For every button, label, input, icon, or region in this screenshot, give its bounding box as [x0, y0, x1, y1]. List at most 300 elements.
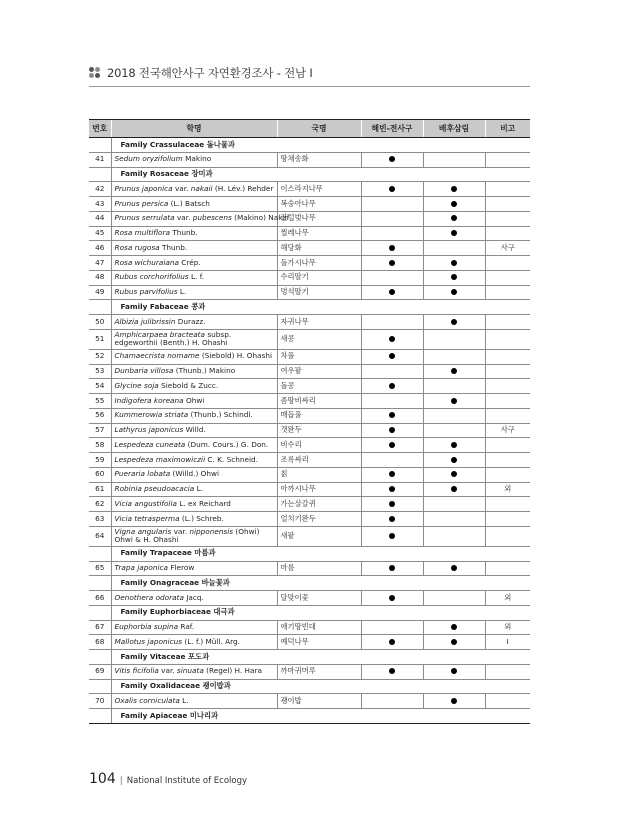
name-italic-part: Rubus parvifolius [114, 287, 178, 297]
presence-dot-icon [451, 698, 457, 704]
korean-name: 땅채송화 [277, 152, 361, 167]
back-forest-cell [423, 152, 485, 167]
presence-dot-icon [389, 668, 395, 674]
remarks-cell [485, 256, 530, 271]
korean-name: 자귀나무 [277, 315, 361, 330]
korean-name: 돌가시나무 [277, 256, 361, 271]
korean-name: 여우팥 [277, 364, 361, 379]
name-italic-part: Vitis ficifolia [114, 666, 159, 676]
name-plain-part: (H. Lév.) Rehder [212, 183, 274, 193]
beach-dune-cell [361, 182, 423, 197]
presence-dot-icon [451, 457, 457, 463]
name-plain-part: Willd. [183, 425, 206, 435]
table-row [89, 285, 530, 300]
name-plain-part: L. [177, 287, 187, 297]
scientific-name [111, 694, 277, 709]
korean-name: 괭이밥 [277, 694, 361, 709]
presence-dot-icon [451, 442, 457, 448]
family-row [89, 138, 530, 153]
row-number: 57 [89, 423, 111, 438]
family-name: Family Trapaceae 마름과 [111, 546, 530, 561]
scientific-name [111, 482, 277, 497]
row-number: 56 [89, 408, 111, 423]
family-row [89, 300, 530, 315]
back-forest-cell [423, 453, 485, 468]
name-plain-part: Flerow [168, 563, 195, 573]
family-name: Family Apiaceae 미나리과 [111, 709, 530, 724]
scientific-name [111, 438, 277, 453]
name-plain-part: (Makino) Nakai [231, 213, 289, 223]
scientific-name [111, 512, 277, 527]
scientific-name [111, 197, 277, 212]
row-number: 48 [89, 270, 111, 285]
col-header-number: 번호 [89, 120, 111, 138]
col-header-remarks: 비고 [485, 120, 530, 138]
name-italic-part: Lathyrus japonicus [114, 425, 184, 435]
presence-dot-icon [389, 186, 395, 192]
back-forest-cell [423, 197, 485, 212]
name-italic-part: Pueraria lobata [114, 469, 171, 479]
back-forest-cell [423, 226, 485, 241]
presence-dot-icon [389, 501, 395, 507]
korean-name: 멍석딸기 [277, 285, 361, 300]
remarks-cell [485, 467, 530, 482]
presence-dot-icon [451, 668, 457, 674]
remarks-cell [485, 270, 530, 285]
back-forest-cell [423, 497, 485, 512]
scientific-name [111, 526, 277, 546]
table-row [89, 664, 530, 679]
presence-dot-icon [451, 186, 457, 192]
name-italic-part: Mallotus japonicus [114, 636, 183, 646]
presence-dot-icon [389, 412, 395, 418]
header-title: 2018 전국해안사구 자연환경조사 - 전남 I [107, 66, 313, 80]
presence-dot-icon [389, 442, 395, 448]
name-italic-part: Euphorbia supina [114, 622, 179, 632]
table-row [89, 152, 530, 167]
row-number [89, 138, 111, 153]
korean-name: 아까시나무 [277, 482, 361, 497]
korean-name: 비수리 [277, 438, 361, 453]
presence-dot-icon [389, 639, 395, 645]
name-plain-part: L. f. [188, 272, 205, 282]
back-forest-cell [423, 349, 485, 364]
presence-dot-icon [389, 383, 395, 389]
korean-name: 조록싸리 [277, 453, 361, 468]
name-plain-part: var. [172, 183, 191, 193]
remarks-cell [485, 512, 530, 527]
family-name: Family Fabaceae 콩과 [111, 300, 530, 315]
table-row [89, 438, 530, 453]
beach-dune-cell [361, 635, 423, 650]
name-plain-part: (Willd.) Ohwi [170, 469, 220, 479]
scientific-name [111, 211, 289, 226]
presence-dot-icon [389, 156, 395, 162]
beach-dune-cell [361, 482, 423, 497]
table-row [89, 394, 530, 409]
family-row [89, 709, 530, 724]
table-row [89, 364, 530, 379]
korean-name: 돌콩 [277, 379, 361, 394]
beach-dune-cell [361, 694, 423, 709]
back-forest-cell [423, 512, 485, 527]
name-italic-part: Vigna angularis [114, 526, 172, 536]
back-forest-cell [423, 467, 485, 482]
name-italic-part: Oenothera odorata [114, 592, 184, 602]
name-plain-part: Crép. [178, 257, 201, 267]
row-number: 41 [89, 152, 111, 167]
table-row [89, 315, 530, 330]
back-forest-cell [423, 270, 485, 285]
remarks-cell [485, 394, 530, 409]
scientific-name [111, 285, 277, 300]
footer-separator: | [119, 776, 123, 786]
beach-dune-cell [361, 152, 423, 167]
table-row [89, 453, 530, 468]
korean-name: 얼치기완두 [277, 512, 361, 527]
row-number: 63 [89, 512, 111, 527]
presence-dot-icon [389, 471, 395, 477]
table-row [89, 497, 530, 512]
row-number: 52 [89, 349, 111, 364]
presence-dot-icon [389, 533, 395, 539]
remarks-cell [485, 315, 530, 330]
back-forest-cell [423, 211, 485, 226]
table-header-row [89, 120, 530, 138]
name-plain-part: Jacq. [183, 592, 204, 602]
presence-dot-icon [389, 486, 395, 492]
korean-name: 애기땅빈대 [277, 620, 361, 635]
back-forest-cell [423, 256, 485, 271]
scientific-name [111, 152, 277, 167]
name-plain-part: C. K. Schneid. [205, 454, 258, 464]
back-forest-cell [423, 182, 485, 197]
remarks-cell [485, 349, 530, 364]
name-plain-part: Raf. [178, 622, 195, 632]
remarks-cell [485, 526, 530, 546]
name-italic-part: Trapa japonica [114, 563, 169, 573]
remarks-cell [485, 182, 530, 197]
name-plain-part: (L.) Schreb. [179, 513, 224, 523]
row-number: 64 [89, 526, 111, 546]
row-number: 42 [89, 182, 111, 197]
back-forest-cell [423, 423, 485, 438]
beach-dune-cell [361, 270, 423, 285]
header-rule [89, 86, 530, 87]
name-italic-part: Prunus japonica [114, 183, 173, 193]
family-name: Family Oxalidaceae 괭이밥과 [111, 679, 530, 694]
table-row [89, 211, 530, 226]
name-plain-part: (L. f.) Müll. Arg. [182, 636, 240, 646]
species-table [89, 119, 530, 724]
scientific-name [111, 620, 277, 635]
scientific-name [111, 182, 277, 197]
row-number: 65 [89, 561, 111, 576]
row-number [89, 605, 111, 620]
presence-dot-icon [451, 260, 457, 266]
back-forest-cell [423, 561, 485, 576]
name-plain-part: (Siebold) H. Ohashi [199, 351, 273, 361]
remarks-cell [485, 364, 530, 379]
scientific-name [111, 394, 277, 409]
family-row [89, 576, 530, 591]
name-plain-part: (Regel) H. Hara [203, 666, 262, 676]
row-number: 47 [89, 256, 111, 271]
back-forest-cell [423, 315, 485, 330]
name-plain-part: Thunb. [169, 228, 198, 238]
korean-name: 수리딸기 [277, 270, 361, 285]
beach-dune-cell [361, 256, 423, 271]
remarks-cell [485, 379, 530, 394]
presence-dot-icon [451, 486, 457, 492]
back-forest-cell [423, 482, 485, 497]
back-forest-cell [423, 664, 485, 679]
remarks-cell [485, 453, 530, 468]
name-italic-part: Glycine soja [114, 380, 159, 390]
scientific-name [111, 349, 277, 364]
beach-dune-cell [361, 664, 423, 679]
presence-dot-icon [451, 471, 457, 477]
scientific-name [111, 329, 277, 349]
scientific-name [111, 497, 277, 512]
family-row [89, 679, 530, 694]
row-number: 62 [89, 497, 111, 512]
beach-dune-cell [361, 497, 423, 512]
table-row [89, 512, 530, 527]
presence-dot-icon [389, 289, 395, 295]
back-forest-cell [423, 438, 485, 453]
presence-dot-icon [451, 319, 457, 325]
scientific-name [111, 635, 277, 650]
page-number: 104 [89, 771, 116, 787]
name-italic-part: Kummerowia striata [114, 410, 189, 420]
back-forest-cell [423, 526, 485, 546]
family-name: Family Vitaceae 포도과 [111, 650, 530, 665]
beach-dune-cell [361, 467, 423, 482]
name-plain-part: (Dum. Cours.) G. Don. [185, 439, 269, 449]
back-forest-cell [423, 408, 485, 423]
col-header-scientific-name: 학명 [111, 120, 277, 138]
row-number: 53 [89, 364, 111, 379]
back-forest-cell [423, 241, 485, 256]
presence-dot-icon [389, 595, 395, 601]
name-plain-part: var. [158, 666, 177, 676]
name-plain-part: L. ex Reichard [176, 498, 231, 508]
family-name: Family Onagraceae 바늘꽃과 [111, 576, 530, 591]
presence-dot-icon [389, 516, 395, 522]
korean-name: 새콩 [277, 329, 361, 349]
korean-name: 달맞이꽃 [277, 591, 361, 606]
row-number: 60 [89, 467, 111, 482]
name-plain-part: Siebold & Zucc. [158, 380, 219, 390]
beach-dune-cell [361, 526, 423, 546]
presence-dot-icon [389, 245, 395, 251]
remarks-cell: 사구 [485, 423, 530, 438]
beach-dune-cell [361, 349, 423, 364]
table-row [89, 467, 530, 482]
scientific-name [111, 423, 277, 438]
remarks-cell [485, 694, 530, 709]
table-row [89, 482, 530, 497]
korean-name: 차풀 [277, 349, 361, 364]
remarks-cell [485, 285, 530, 300]
table-row [89, 408, 530, 423]
row-number [89, 546, 111, 561]
presence-dot-icon [389, 260, 395, 266]
scientific-name [111, 561, 277, 576]
table-row [89, 620, 530, 635]
presence-dot-icon [451, 368, 457, 374]
table-row [89, 329, 530, 349]
table-row [89, 694, 530, 709]
page-footer [89, 771, 247, 787]
name-plain-part: (L.) Batsch [168, 198, 210, 208]
name-italic-part: Amphicarpaea bracteata [114, 329, 206, 339]
presence-dot-icon [451, 201, 457, 207]
presence-dot-icon [451, 624, 457, 630]
row-number: 45 [89, 226, 111, 241]
running-header [89, 64, 313, 82]
name-italic-part: nakaii [190, 183, 213, 193]
beach-dune-cell [361, 241, 423, 256]
row-number: 44 [89, 211, 111, 226]
row-number [89, 300, 111, 315]
name-italic-part: sinuata [176, 666, 204, 676]
beach-dune-cell [361, 561, 423, 576]
name-italic-part: Chamaecrista nomame [114, 351, 200, 361]
presence-dot-icon [389, 353, 395, 359]
beach-dune-cell [361, 438, 423, 453]
row-number [89, 576, 111, 591]
species-table-body [89, 138, 530, 724]
remarks-cell: 사구 [485, 241, 530, 256]
table-row [89, 526, 530, 546]
korean-name: 찔레나무 [277, 226, 361, 241]
col-header-back-forest: 배후삼림 [423, 120, 485, 138]
name-italic-part: Lespedeza cuneata [114, 439, 186, 449]
back-forest-cell [423, 620, 485, 635]
row-number: 59 [89, 453, 111, 468]
korean-name: 복숭아나무 [277, 197, 361, 212]
remarks-cell [485, 408, 530, 423]
korean-name: 예덕나무 [277, 635, 361, 650]
beach-dune-cell [361, 620, 423, 635]
table-row [89, 379, 530, 394]
beach-dune-cell [361, 379, 423, 394]
row-number: 67 [89, 620, 111, 635]
row-number: 66 [89, 591, 111, 606]
presence-dot-icon [451, 398, 457, 404]
korean-name: 칡 [277, 467, 361, 482]
beach-dune-cell [361, 408, 423, 423]
remarks-cell [485, 497, 530, 512]
row-number [89, 650, 111, 665]
table-row [89, 349, 530, 364]
presence-dot-icon [389, 427, 395, 433]
remarks-cell [485, 438, 530, 453]
korean-name: 좀땅비싸리 [277, 394, 361, 409]
back-forest-cell [423, 394, 485, 409]
family-row [89, 167, 530, 182]
back-forest-cell [423, 364, 485, 379]
back-forest-cell [423, 591, 485, 606]
name-italic-part: Sedum oryzifolium [114, 154, 183, 164]
family-row [89, 546, 530, 561]
row-number [89, 167, 111, 182]
name-plain-part: var. [174, 213, 193, 223]
row-number: 61 [89, 482, 111, 497]
remarks-cell [485, 226, 530, 241]
scientific-name [111, 379, 277, 394]
row-number: 68 [89, 635, 111, 650]
back-forest-cell [423, 285, 485, 300]
family-row [89, 605, 530, 620]
presence-dot-icon [451, 289, 457, 295]
name-plain-part: Ohwi [183, 395, 205, 405]
presence-dot-icon [451, 274, 457, 280]
korean-name: 새팥 [277, 526, 361, 546]
name-italic-part: Prunus persica [114, 198, 169, 208]
remarks-cell [485, 197, 530, 212]
back-forest-cell [423, 694, 485, 709]
row-number: 55 [89, 394, 111, 409]
beach-dune-cell [361, 512, 423, 527]
beach-dune-cell [361, 315, 423, 330]
name-plain-part: L. [194, 484, 203, 494]
presence-dot-icon [451, 215, 457, 221]
name-italic-part: Rosa multiflora [114, 228, 170, 238]
presence-dot-icon [451, 639, 457, 645]
footer-organization: National Institute of Ecology [126, 776, 248, 786]
name-italic-part: Robinia pseudoacacia [114, 484, 195, 494]
remarks-cell [485, 561, 530, 576]
korean-name: 가는살갈퀴 [277, 497, 361, 512]
beach-dune-cell [361, 285, 423, 300]
row-number: 58 [89, 438, 111, 453]
row-number: 49 [89, 285, 111, 300]
name-italic-part: Rosa wichuraiana [114, 257, 179, 267]
name-italic-part: Albizia julibrissin [114, 316, 176, 326]
presence-dot-icon [451, 565, 457, 571]
back-forest-cell [423, 329, 485, 349]
scientific-name [111, 467, 277, 482]
beach-dune-cell [361, 197, 423, 212]
row-number: 50 [89, 315, 111, 330]
name-plain-part: (Thunb.) Makino [173, 366, 236, 376]
name-plain-part: (Ohwi) Ohwi & H. Ohashi [114, 526, 260, 545]
header-dots-icon [89, 67, 101, 79]
name-italic-part: pubescens [192, 213, 232, 223]
row-number: 70 [89, 694, 111, 709]
beach-dune-cell [361, 329, 423, 349]
presence-dot-icon [389, 336, 395, 342]
table-row [89, 226, 530, 241]
name-italic-part: Indigofera koreana [114, 395, 184, 405]
beach-dune-cell [361, 591, 423, 606]
family-name: Family Crassulaceae 돌나물과 [111, 138, 530, 153]
korean-name: 잔털벚나무 [277, 211, 361, 226]
beach-dune-cell [361, 364, 423, 379]
family-row [89, 650, 530, 665]
beach-dune-cell [361, 211, 423, 226]
scientific-name [111, 453, 277, 468]
remarks-cell: 외 [485, 482, 530, 497]
col-header-korean-name: 국명 [277, 120, 361, 138]
back-forest-cell [423, 635, 485, 650]
scientific-name [111, 270, 277, 285]
table-row [89, 635, 530, 650]
row-number: 51 [89, 329, 111, 349]
